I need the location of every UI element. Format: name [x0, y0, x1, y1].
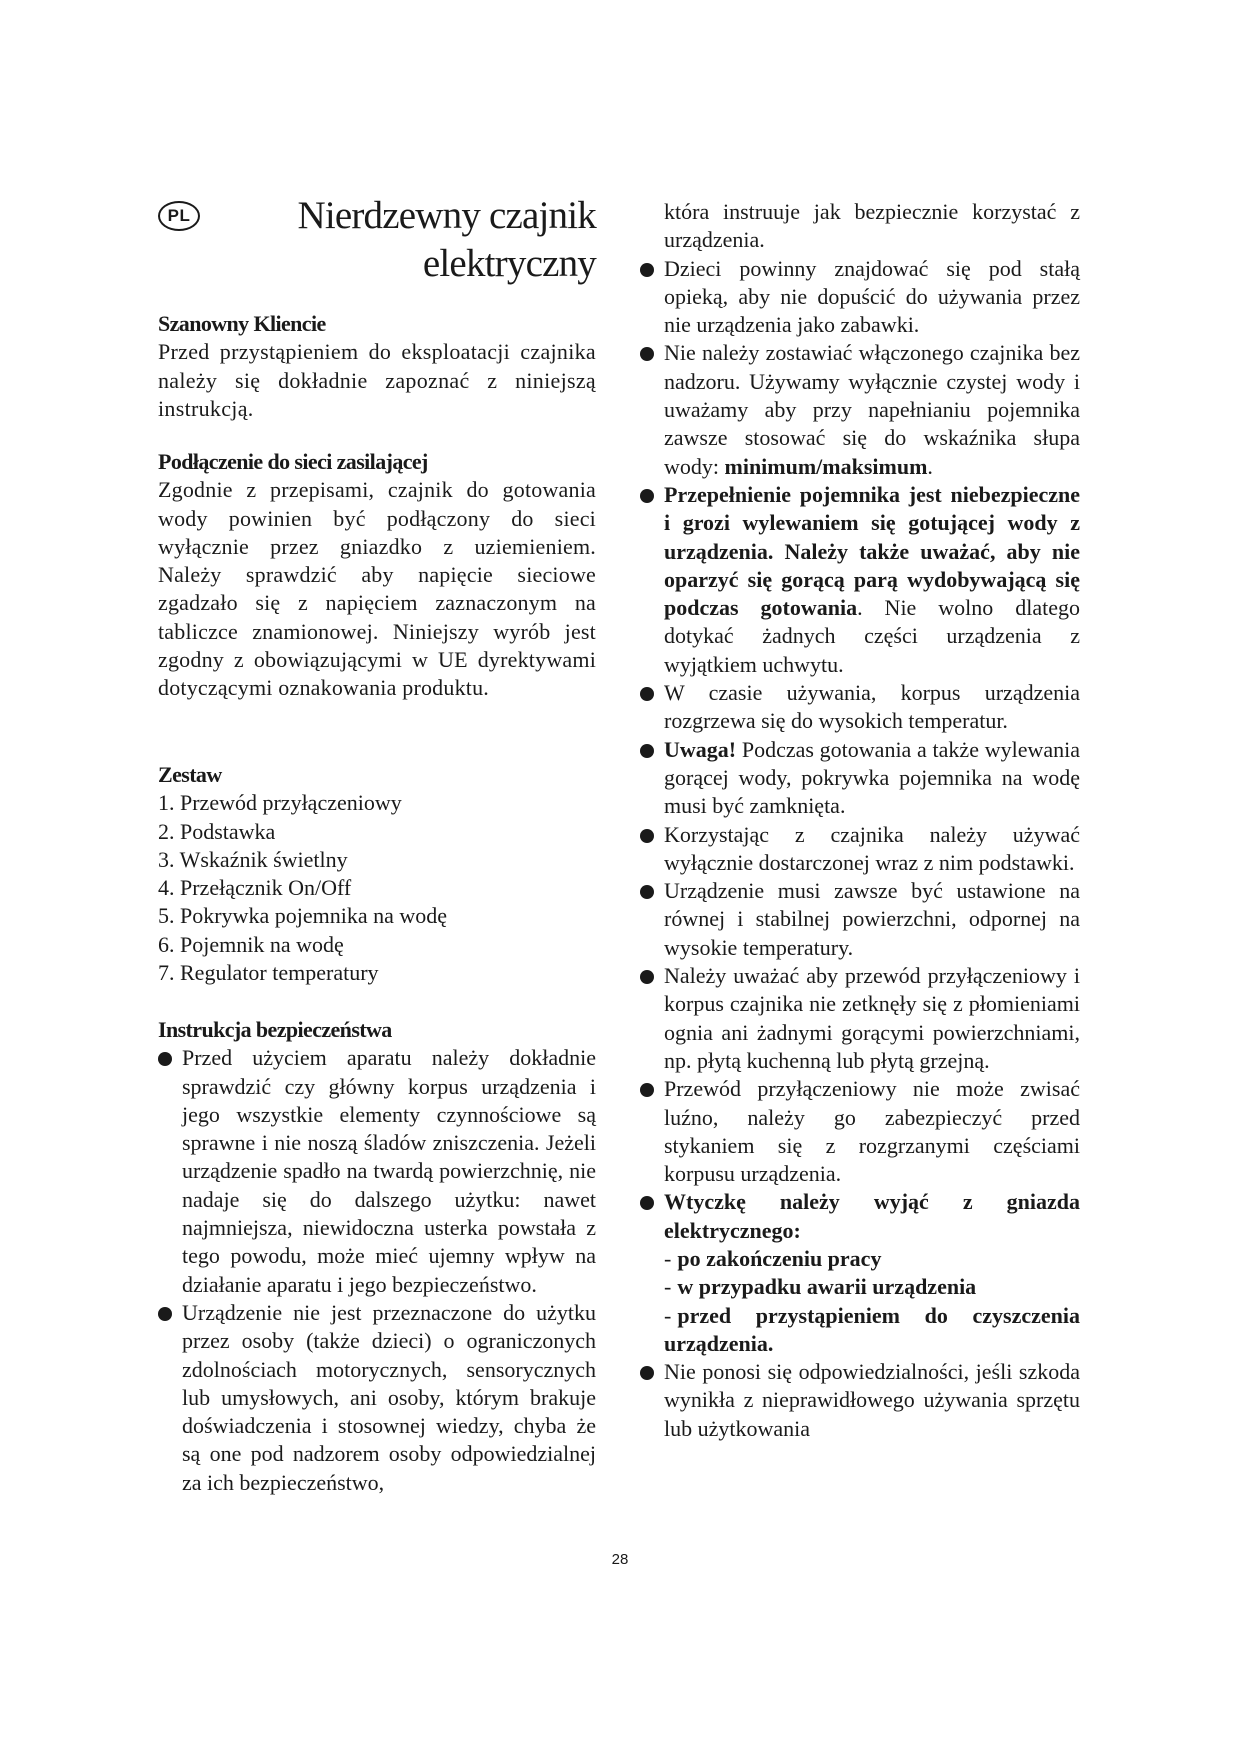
unplug-conditions-list: [664, 1245, 1080, 1358]
bullet-text: Podczas gotowania a także wylewania gorącej wody, pokrywka pojemnika na wodę musi być zamknięta.: [664, 736, 1080, 819]
bullet-dot-icon: [640, 1083, 654, 1097]
intro-text: Przed przystąpieniem do eksploatacji czajnika należy się dokładnie zapoznać z niniejszą instrukcją.: [158, 339, 596, 421]
bullet-dot-icon: [640, 687, 654, 701]
safety-bullet: [158, 1044, 596, 1299]
safety-bullet: [640, 736, 1080, 821]
power-heading: Podłączenie do sieci zasilającej: [158, 449, 428, 474]
safety-bullet: [640, 1075, 1080, 1188]
bullet-dot-icon: [640, 1196, 654, 1210]
bullet-text: Korzystając z czajnika należy używać wyłącznie dostarczonej wraz z nim podstawki.: [664, 821, 1080, 875]
bullet-dot-icon: [640, 885, 654, 899]
bullet-dot-icon: [640, 347, 654, 361]
right-column: [640, 198, 1080, 1443]
safety-section: [158, 1016, 596, 1497]
safety-bullet: [640, 481, 1080, 679]
safety-bullet: [640, 339, 1080, 480]
dash-icon: -: [664, 1245, 672, 1271]
safety-bullet: [640, 877, 1080, 962]
bullet-dot-icon: [640, 489, 654, 503]
bullet-dot-icon: [640, 263, 654, 277]
bullet-text: Urządzenie musi zawsze być ustawione na równej i stabilnej powierzchni, odpornej na wysokie temperatury.: [664, 878, 1080, 960]
set-item: 6. Pojemnik na wodę: [158, 931, 344, 957]
bullet-bold-text: Przepełnienie pojemnika jest niebezpieczne i grozi wylewaniem się gotującej wody z urządzenia. Należy także uważać, aby nie oparzyć się gorącą parą wydobywającą się podczas gotowania: [664, 481, 1080, 621]
safety-bullet: [640, 679, 1080, 736]
bullet-dot-icon: [640, 1366, 654, 1380]
bullet-text: Nie należy zostawiać włączonego czajnika bez nadzoru. Używamy wyłącznie czystej wody i uważamy aby przy napełnianiu pojemnika zawsze stosować się do wskaźnika słupa wody:: [664, 340, 1080, 479]
safety-bullet: [158, 1299, 596, 1497]
unplug-condition: - po zakończeniu pracy: [664, 1245, 882, 1271]
bullet-text: Należy uważać aby przewód przyłączeniowy i korpus czajnika nie zetknęły się z płomieniami ognia ani żadnymi gorącymi powierzchniami, np. płytą kuchenną lub płytą grzejną.: [664, 963, 1080, 1073]
bullet-bold-text: minimum/maksimum: [724, 453, 928, 479]
set-item: 4. Przełącznik On/Off: [158, 875, 352, 901]
intro-section: [158, 310, 596, 423]
safety-bullet: [640, 255, 1080, 340]
title-line-1: Nierdzewny czajnik: [297, 194, 596, 237]
unplug-condition: - w przypadku awarii urządzenia: [664, 1274, 977, 1300]
safety-list-right: [640, 255, 1080, 1443]
set-item: 3. Wskaźnik świetlny: [158, 846, 348, 872]
bullet-dot-icon: [158, 1307, 172, 1321]
unplug-condition: - przed przystąpieniem do czyszczenia urządzenia.: [664, 1302, 1080, 1356]
set-item: 2. Podstawka: [158, 818, 276, 844]
set-item: 1. Przewód przyłączeniowy: [158, 790, 402, 816]
safety-heading: Instrukcja bezpieczeństwa: [158, 1017, 392, 1042]
power-section: [158, 448, 596, 703]
set-heading: Zestaw: [158, 762, 222, 787]
title-line-2: elektryczny: [422, 242, 596, 285]
bullet-dot-icon: [640, 744, 654, 758]
intro-heading: Szanowny Kliencie: [158, 311, 326, 336]
bullet-text: Przed użyciem aparatu należy dokładnie sprawdzić czy główny korpus urządzenia i jego wszystkie elementy czynnościowe są sprawne i nie noszą śladów zniszczenia. Jeżeli urządzenie spadło na twardą powierzchnię, nie nadaje się do dalszego użytku: nawet najmniejsza, niewidoczna usterka powstała z tego powodu, może mieć ujemny wpływ na działanie aparatu i jego bezpieczeństwo.: [182, 1045, 596, 1297]
bullet-text: .: [927, 453, 933, 479]
bullet-text: Nie ponosi się odpowiedzialności, jeśli szkoda wynikła z nieprawidłowego używania sprzętu lub użytkowania: [664, 1359, 1080, 1441]
set-item: 5. Pokrywka pojemnika na wodę: [158, 903, 447, 929]
bullet-text: W czasie używania, korpus urządzenia rozgrzewa się do wysokich temperatur.: [664, 680, 1080, 734]
safety-bullet: [640, 1188, 1080, 1358]
dash-icon: -: [664, 1274, 672, 1300]
bullet-text: Przewód przyłączeniowy nie może zwisać luźno, należy go zabezpieczyć przed stykaniem się z rozgrzanymi częściami korpusu urządzenia.: [664, 1076, 1080, 1187]
bullet-dot-icon: [158, 1052, 172, 1066]
bullet-bold-text: Wtyczkę należy wyjąć z gniazda elektrycznego:: [664, 1189, 1080, 1243]
bullet-dot-icon: [640, 970, 654, 984]
bullet-text: Urządzenie nie jest przeznaczone do użytku przez osoby (także dzieci) o ograniczonych zdolnościach motorycznych, sensorycznych lub umysłowych, ani osoby, którym brakuje doświadczenia i stosownej wiedzy, chyba że są one pod nadzorem osoby odpowiedzialnej za ich bezpieczeństwo,: [182, 1299, 596, 1495]
bullet-bold-text: Uwaga!: [664, 736, 737, 762]
safety-bullet: [640, 1358, 1080, 1443]
safety-bullet: [640, 821, 1080, 878]
set-item: 7. Regulator temperatury: [158, 960, 379, 986]
continuation-text: która instruuje jak bezpiecznie korzystać z urządzenia.: [664, 199, 1080, 253]
bullet-text: Dzieci powinny znajdować się pod stałą opieką, aby nie dopuścić do używania przez nie urządzenia jako zabawki.: [664, 255, 1080, 338]
bullet-text: . Nie wolno dlatego dotykać żadnych części urządzenia z wyjątkiem uchwytu.: [664, 595, 1080, 677]
safety-bullet: [640, 962, 1080, 1075]
power-text: Zgodnie z przepisami, czajnik do gotowania wody powinien być podłączony do sieci wyłącznie przez gniazdko z uziemieniem. Należy sprawdzić aby napięcie sieciowe zgadzało się z napięciem zaznaczonym na tabliczce znamionowej. Niniejszy wyrób jest zgodny z obowiązującymi w UE dyrektywami dotyczącymi oznakowania produktu.: [158, 477, 596, 701]
dash-icon: -: [664, 1302, 672, 1328]
page-title: [240, 192, 596, 288]
page-number: 28: [611, 1551, 629, 1568]
language-badge: PL: [158, 201, 200, 231]
safety-list-left: [158, 1044, 596, 1497]
bullet-dot-icon: [640, 829, 654, 843]
set-list: [158, 789, 596, 987]
set-section: [158, 761, 596, 987]
